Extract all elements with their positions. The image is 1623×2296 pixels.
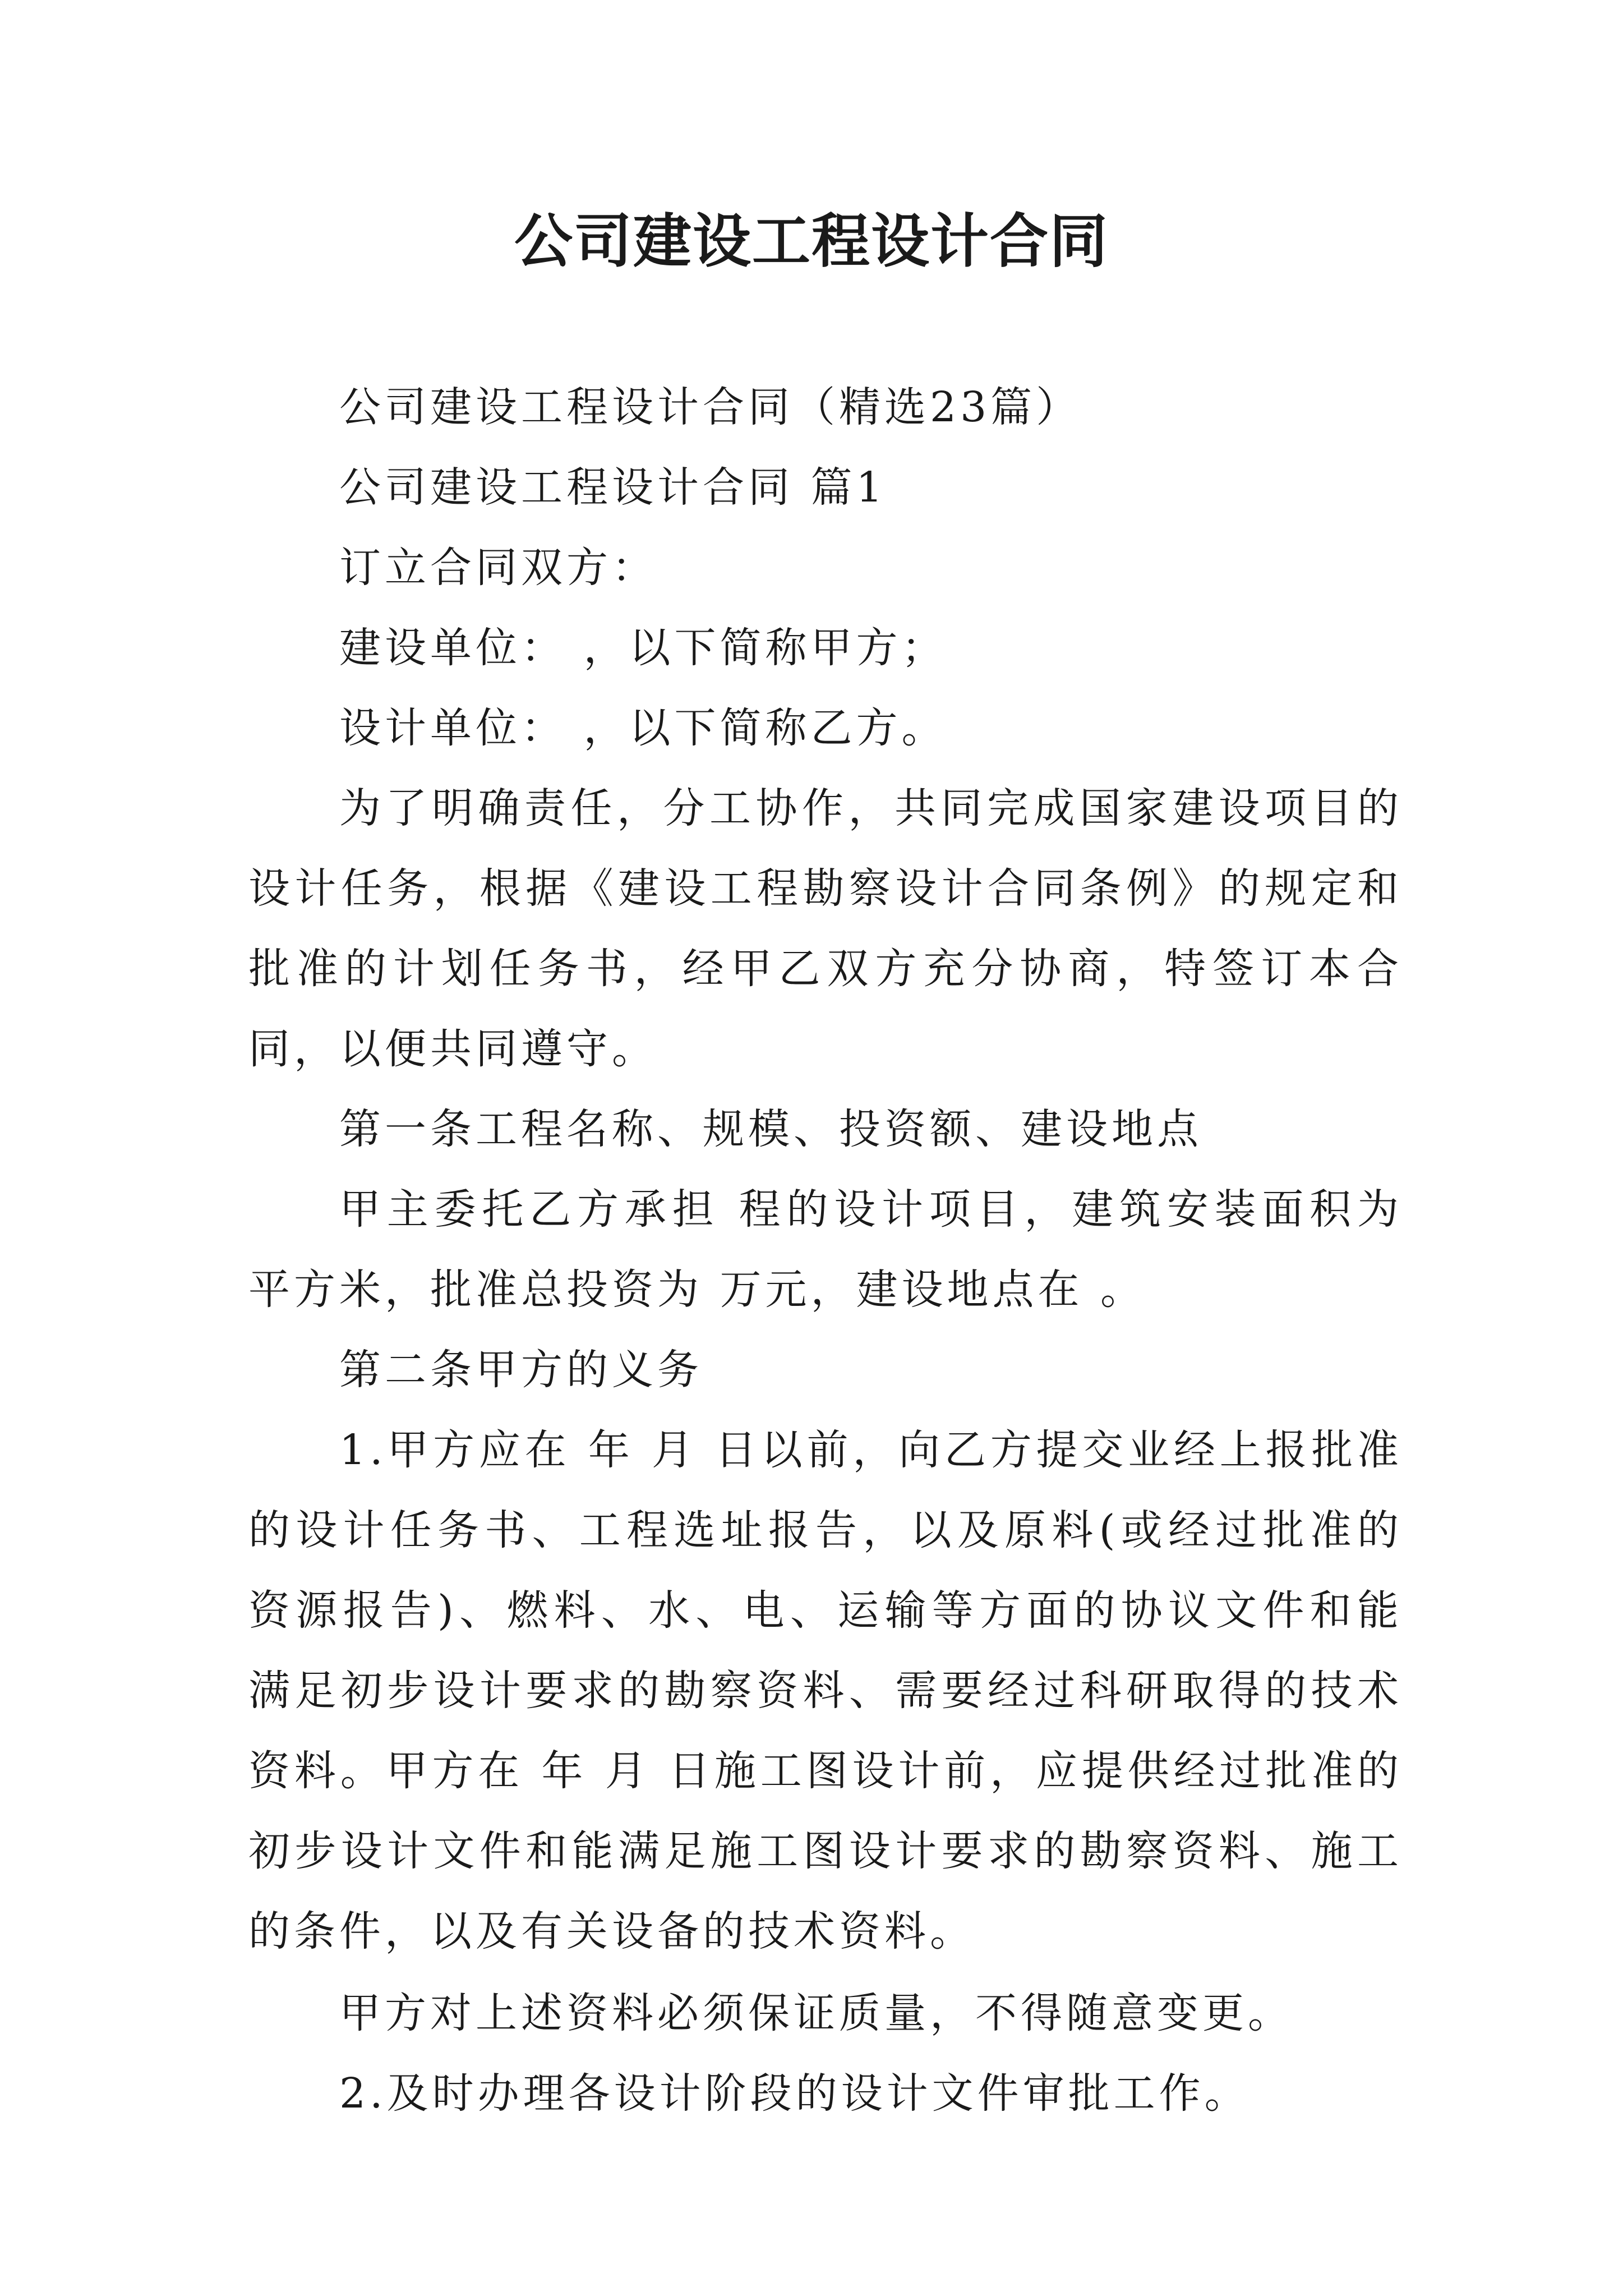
paragraph-section-heading: 公司建设工程设计合同 篇1 xyxy=(339,463,887,512)
paragraph-party-b: 设计单位： ，以下简称乙方。 xyxy=(339,704,947,752)
paragraph-subtitle: 公司建设工程设计合同（精选23篇） xyxy=(339,383,1082,431)
paragraph-party-a: 建设单位： ，以下简称甲方； xyxy=(339,624,947,672)
paragraph-article-2-heading: 第二条甲方的义务 xyxy=(339,1346,703,1394)
paragraph-article-1-body: 甲主委托乙方承担 程的设计项目，建筑安装面积为 平方米，批准总投资为 万元，建设地点在 。 xyxy=(248,1185,1403,1314)
paragraph-preamble: 为了明确责任，分工协作，共同完成国家建设项目的设计任务，根据《建设工程勘察设计合同条例》的规定和 批准的计划任务书，经甲乙双方充分协商，特签订本合同，以便共同遵守。 xyxy=(248,784,1403,1073)
paragraph-article-2-item-1: 1.甲方应在 年 月 日以前，向乙方提交业经上报批准的设计任务书、工程选址报告，以及原料(或经过批准的资源报告)、燃料、水、电、运输等方面的协议文件和能满足初步设计要求的勘察资料、需要经过科研取得的技术资料。甲方在 年 月 日施工图设计前，应提供经过批准的初步设计文件和能满足施工图设计要求的勘察资料、施工的条件，以及有关设备的技术资料。 xyxy=(248,1426,1403,1955)
paragraph-article-1-heading: 第一条工程名称、规模、投资额、建设地点 xyxy=(339,1105,1202,1153)
paragraph-article-2-item-2: 2.及时办理各设计阶段的设计文件审批工作。 xyxy=(339,2069,1250,2118)
paragraph-quality-note: 甲方对上述资料必须保证质量，不得随意变更。 xyxy=(339,1989,1293,2037)
document-body xyxy=(248,367,1403,2134)
paragraph-parties-heading: 订立合同双方： xyxy=(339,544,657,592)
document-title: 公司建设工程设计合同 xyxy=(514,206,1109,275)
